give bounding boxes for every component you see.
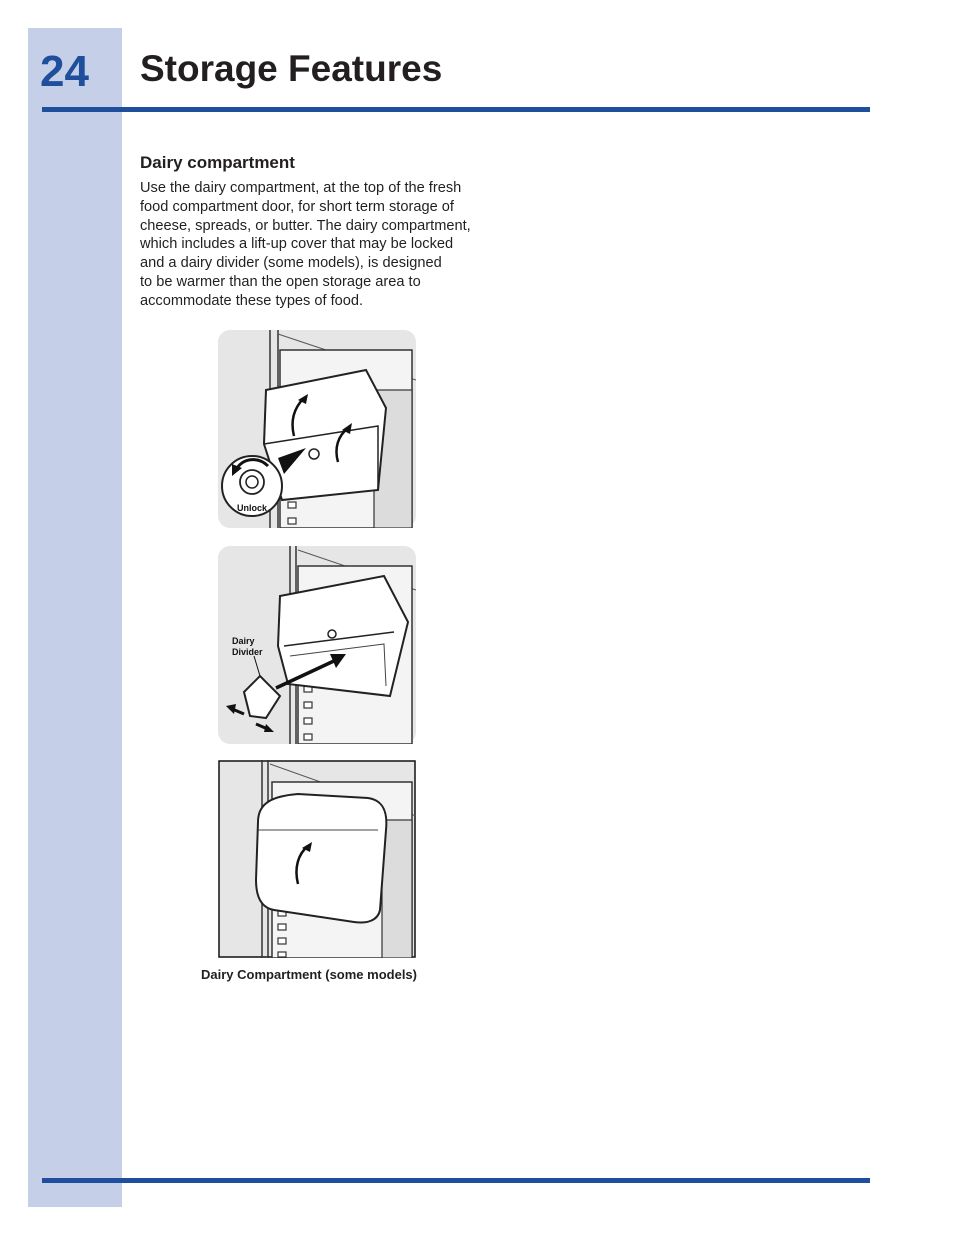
divider-label-line-2: Divider <box>232 647 263 657</box>
figure-dairy-divider <box>218 546 416 744</box>
unlock-cover-illustration <box>218 330 416 528</box>
sidebar-band <box>28 28 122 1207</box>
figure-alternate-cover <box>218 760 416 958</box>
body-line: and a dairy divider (some models), is designed <box>140 255 442 272</box>
unlock-label: Unlock <box>236 503 268 513</box>
figure-caption: Dairy Compartment (some models) <box>201 967 417 982</box>
section-heading: Dairy compartment <box>140 153 295 172</box>
page-number: 24 <box>40 47 89 96</box>
alternate-cover-illustration <box>218 760 416 958</box>
figure-unlock-cover <box>218 330 416 528</box>
header-rule <box>42 107 870 112</box>
footer-rule <box>42 1178 870 1183</box>
body-line: which includes a lift-up cover that may be locked <box>140 236 454 253</box>
section-body <box>140 179 500 311</box>
body-line: to be warmer than the open storage area to <box>140 273 421 290</box>
divider-label-line-1: Dairy <box>232 636 255 646</box>
body-line: cheese, spreads, or butter. The dairy compartment, <box>140 217 471 234</box>
dairy-divider-illustration <box>218 546 416 744</box>
page-title: Storage Features <box>140 48 443 89</box>
body-line: food compartment door, for short term storage of <box>140 198 454 215</box>
body-line: accommodate these types of food. <box>140 292 364 309</box>
body-line: Use the dairy compartment, at the top of the fresh <box>140 180 462 196</box>
